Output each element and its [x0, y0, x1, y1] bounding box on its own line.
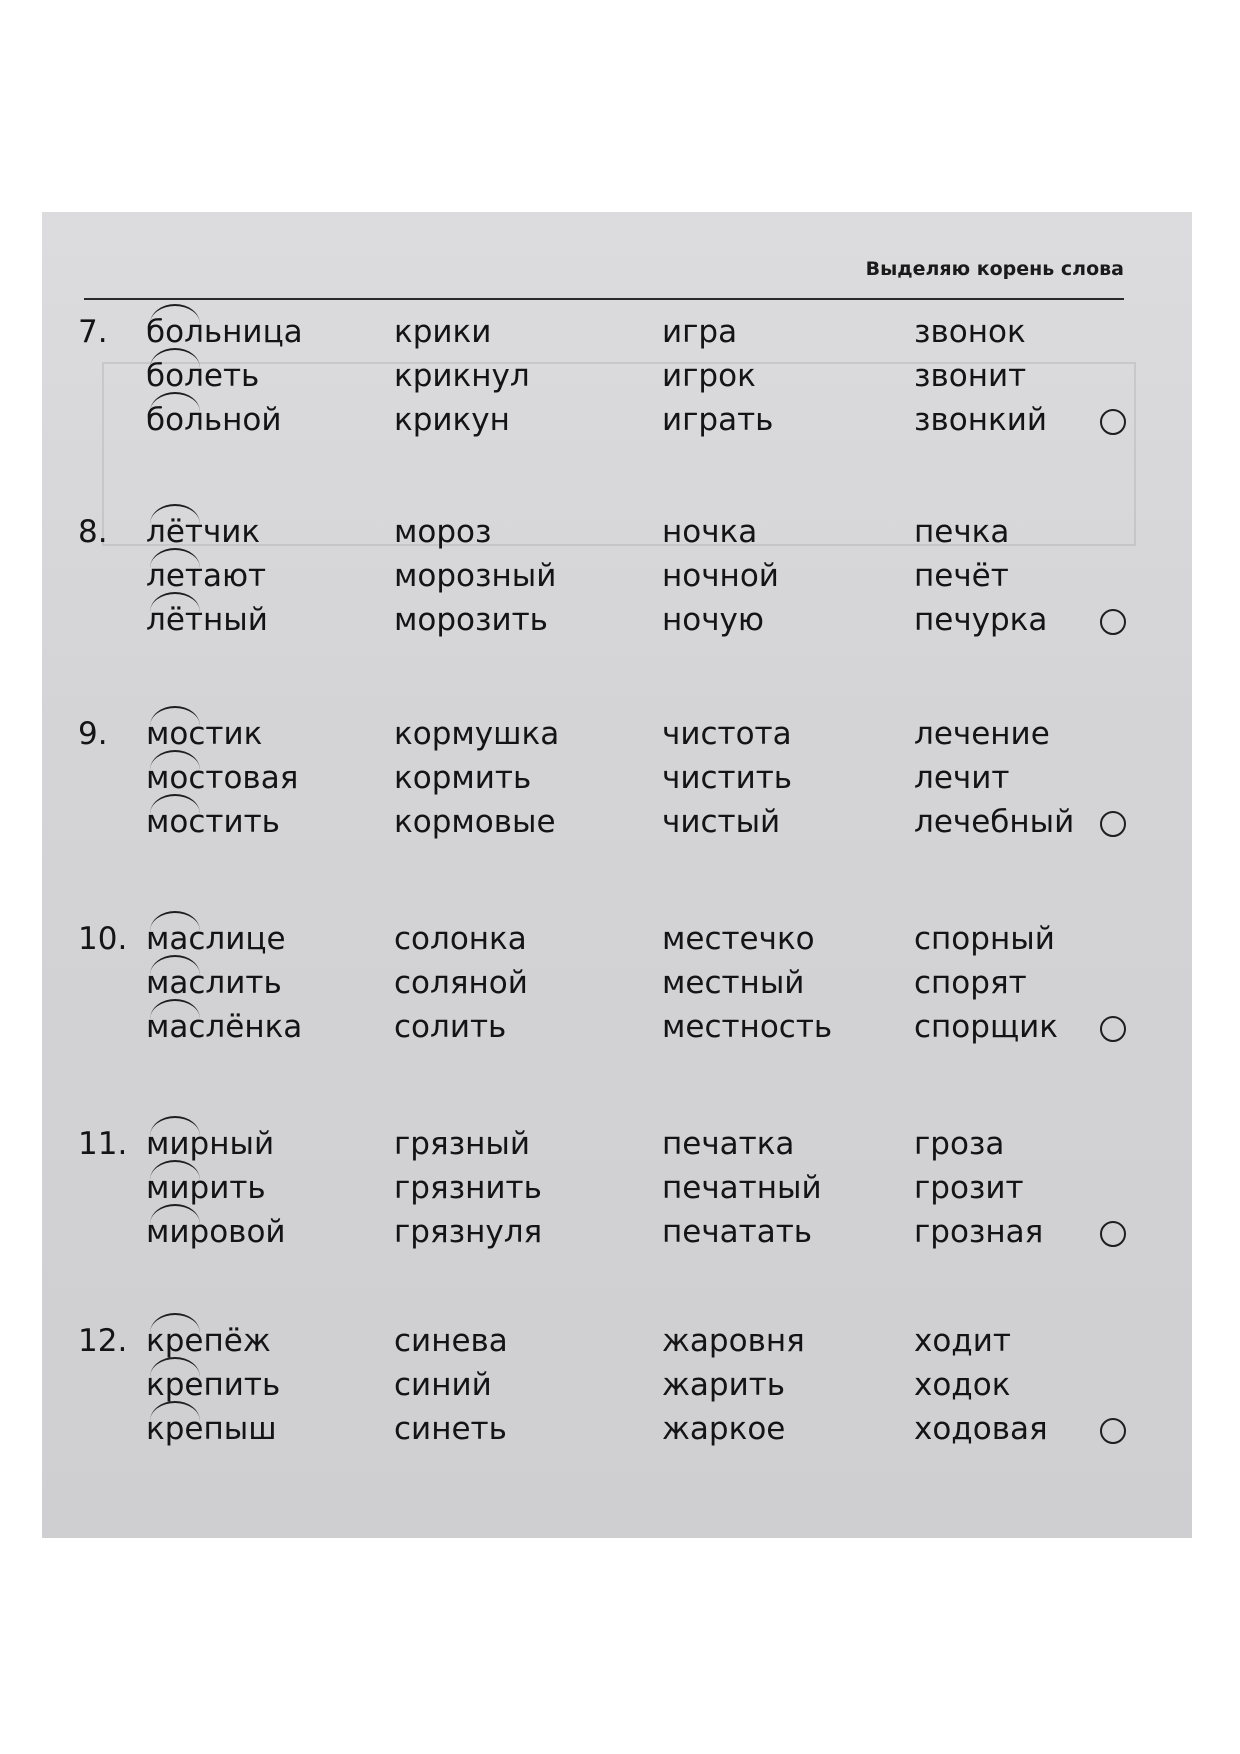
answer-circle-icon[interactable]: [1100, 811, 1126, 837]
word-text: маслёнка: [146, 1009, 303, 1045]
word-text: маслице: [146, 921, 286, 957]
word-group-1: [146, 1122, 396, 1254]
word-text: печатать: [662, 1214, 813, 1250]
exercise-8: [42, 510, 1192, 660]
word: [662, 712, 912, 756]
word: [394, 598, 644, 642]
word: [662, 510, 912, 554]
answer-circle-icon[interactable]: [1100, 1016, 1126, 1042]
word-text: печатный: [662, 1170, 822, 1206]
word-text: мирный: [146, 1126, 275, 1162]
word-text: звонок: [914, 314, 1026, 350]
word: [394, 1363, 644, 1407]
word: [394, 712, 644, 756]
word-text: летают: [146, 558, 267, 594]
word: [662, 1407, 912, 1451]
root-arc-mark: [150, 911, 200, 931]
word: [662, 554, 912, 598]
word-text: спорный: [914, 921, 1055, 957]
word-group-3: [662, 712, 912, 844]
word-group-2: [394, 510, 644, 642]
word: [914, 598, 1164, 642]
word: [394, 800, 644, 844]
word-group-3: [662, 1122, 912, 1254]
word-text: кормовые: [394, 804, 556, 840]
word-group-1: [146, 310, 396, 442]
word: [662, 1210, 912, 1254]
word: [146, 1407, 396, 1451]
word-text: мостить: [146, 804, 280, 840]
word-group-4: [914, 1319, 1164, 1451]
word-text: солить: [394, 1009, 507, 1045]
word-text: гроза: [914, 1126, 1005, 1162]
root-arc-mark: [150, 304, 200, 324]
word-text: печка: [914, 514, 1010, 550]
word-text: синий: [394, 1367, 492, 1403]
word-group-2: [394, 917, 644, 1049]
exercise-number: 7.: [78, 314, 108, 350]
word: [394, 756, 644, 800]
word-text: крикнул: [394, 358, 530, 394]
word-text: солонка: [394, 921, 527, 957]
word: [146, 1363, 396, 1407]
word: [394, 917, 644, 961]
word: [146, 398, 396, 442]
exercise-7: [42, 310, 1192, 460]
word: [914, 1122, 1164, 1166]
word: [146, 510, 396, 554]
word-text: крепить: [146, 1367, 281, 1403]
word: [394, 1166, 644, 1210]
exercise-12: [42, 1319, 1192, 1469]
word-text: лечит: [914, 760, 1010, 796]
word: [146, 598, 396, 642]
word: [662, 1166, 912, 1210]
word-text: чистый: [662, 804, 781, 840]
root-arc-mark: [150, 1313, 200, 1333]
word-text: играть: [662, 402, 774, 438]
word: [662, 354, 912, 398]
word: [394, 354, 644, 398]
word-text: мостовая: [146, 760, 299, 796]
word-text: крики: [394, 314, 492, 350]
word: [394, 398, 644, 442]
word-group-4: [914, 510, 1164, 642]
word-text: грозная: [914, 1214, 1044, 1250]
word-text: крепыш: [146, 1411, 277, 1447]
word-text: мостик: [146, 716, 263, 752]
word-text: мировой: [146, 1214, 286, 1250]
word-text: больница: [146, 314, 303, 350]
word-text: ходит: [914, 1323, 1011, 1359]
word-text: кормить: [394, 760, 532, 796]
word: [146, 310, 396, 354]
word: [662, 1319, 912, 1363]
word: [914, 917, 1164, 961]
exercise-11: [42, 1122, 1192, 1272]
word: [914, 961, 1164, 1005]
exercise-number: 12.: [78, 1323, 128, 1359]
exercise-9: [42, 712, 1192, 862]
word: [146, 554, 396, 598]
root-arc-mark: [150, 1116, 200, 1136]
word-group-1: [146, 1319, 396, 1451]
word: [146, 800, 396, 844]
word-text: звонит: [914, 358, 1027, 394]
word-text: лётный: [146, 602, 268, 638]
word-text: грязный: [394, 1126, 530, 1162]
exercise-number: 8.: [78, 514, 108, 550]
word-group-3: [662, 1319, 912, 1451]
exercise-10: [42, 917, 1192, 1067]
word-text: жарить: [662, 1367, 786, 1403]
word: [146, 756, 396, 800]
word: [146, 1210, 396, 1254]
word-text: кормушка: [394, 716, 560, 752]
word-text: лечебный: [914, 804, 1075, 840]
word-group-4: [914, 1122, 1164, 1254]
word-text: жаровня: [662, 1323, 805, 1359]
word-group-3: [662, 310, 912, 442]
exercise-number: 10.: [78, 921, 128, 957]
word-text: больной: [146, 402, 282, 438]
word-group-1: [146, 510, 396, 642]
word: [914, 1319, 1164, 1363]
word: [662, 1363, 912, 1407]
word-text: синеть: [394, 1411, 507, 1447]
word-text: жаркое: [662, 1411, 786, 1447]
word-text: ночной: [662, 558, 779, 594]
word: [914, 1210, 1164, 1254]
word: [662, 598, 912, 642]
word: [662, 917, 912, 961]
word-text: ночую: [662, 602, 764, 638]
answer-circle-icon[interactable]: [1100, 609, 1126, 635]
word-group-3: [662, 510, 912, 642]
word-text: чистота: [662, 716, 792, 752]
word: [914, 354, 1164, 398]
word-text: игра: [662, 314, 738, 350]
word-group-2: [394, 1122, 644, 1254]
word: [146, 1005, 396, 1049]
word-group-4: [914, 917, 1164, 1049]
exercise-number: 11.: [78, 1126, 128, 1162]
word: [914, 712, 1164, 756]
word-group-1: [146, 917, 396, 1049]
word-text: лётчик: [146, 514, 261, 550]
word: [394, 1210, 644, 1254]
word: [914, 756, 1164, 800]
word-text: местность: [662, 1009, 833, 1045]
word: [662, 800, 912, 844]
word: [662, 1005, 912, 1049]
word-text: ходовая: [914, 1411, 1048, 1447]
word-text: игрок: [662, 358, 756, 394]
word: [662, 961, 912, 1005]
word: [394, 1122, 644, 1166]
word-group-2: [394, 712, 644, 844]
word: [914, 1166, 1164, 1210]
root-arc-mark: [150, 706, 200, 726]
word: [146, 1122, 396, 1166]
workbook-page: [42, 212, 1192, 1538]
word-text: мороз: [394, 514, 492, 550]
word-text: спорят: [914, 965, 1027, 1001]
word-text: синева: [394, 1323, 508, 1359]
word: [146, 917, 396, 961]
word-text: крикун: [394, 402, 510, 438]
word: [394, 961, 644, 1005]
word-group-4: [914, 310, 1164, 442]
word-text: спорщик: [914, 1009, 1059, 1045]
word: [146, 1319, 396, 1363]
word-group-1: [146, 712, 396, 844]
word: [394, 310, 644, 354]
word: [394, 1407, 644, 1451]
word-text: местечко: [662, 921, 815, 957]
word-text: печурка: [914, 602, 1048, 638]
word-text: лечение: [914, 716, 1050, 752]
word: [662, 310, 912, 354]
word-text: соляной: [394, 965, 528, 1001]
word: [394, 1005, 644, 1049]
word: [146, 1166, 396, 1210]
answer-circle-icon[interactable]: [1100, 1221, 1126, 1247]
word: [146, 712, 396, 756]
word: [914, 554, 1164, 598]
word: [394, 510, 644, 554]
page-title: Выделяю корень слова: [865, 258, 1124, 280]
answer-circle-icon[interactable]: [1100, 1418, 1126, 1444]
word-group-3: [662, 917, 912, 1049]
word-text: местный: [662, 965, 805, 1001]
word: [914, 510, 1164, 554]
word-group-4: [914, 712, 1164, 844]
word-group-2: [394, 310, 644, 442]
word: [394, 1319, 644, 1363]
page-header: [42, 212, 1192, 302]
word-text: ходок: [914, 1367, 1011, 1403]
word: [146, 961, 396, 1005]
word-text: печёт: [914, 558, 1009, 594]
word: [914, 800, 1164, 844]
word: [914, 310, 1164, 354]
header-divider: [84, 298, 1124, 300]
answer-circle-icon[interactable]: [1100, 409, 1126, 435]
word: [394, 554, 644, 598]
word-text: грозит: [914, 1170, 1024, 1206]
word-text: крепёж: [146, 1323, 271, 1359]
word: [914, 1363, 1164, 1407]
word-text: ночка: [662, 514, 758, 550]
word: [662, 398, 912, 442]
word-text: болеть: [146, 358, 260, 394]
word-text: грязнуля: [394, 1214, 543, 1250]
word: [914, 398, 1164, 442]
word-text: мирить: [146, 1170, 266, 1206]
word-text: грязнить: [394, 1170, 542, 1206]
word: [146, 354, 396, 398]
word: [914, 1407, 1164, 1451]
word-text: морозить: [394, 602, 548, 638]
word: [914, 1005, 1164, 1049]
word-text: печатка: [662, 1126, 795, 1162]
word-text: морозный: [394, 558, 557, 594]
word-text: чистить: [662, 760, 793, 796]
word-group-2: [394, 1319, 644, 1451]
word-text: маслить: [146, 965, 282, 1001]
word-text: звонкий: [914, 402, 1048, 438]
word: [662, 1122, 912, 1166]
word: [662, 756, 912, 800]
exercise-number: 9.: [78, 716, 108, 752]
